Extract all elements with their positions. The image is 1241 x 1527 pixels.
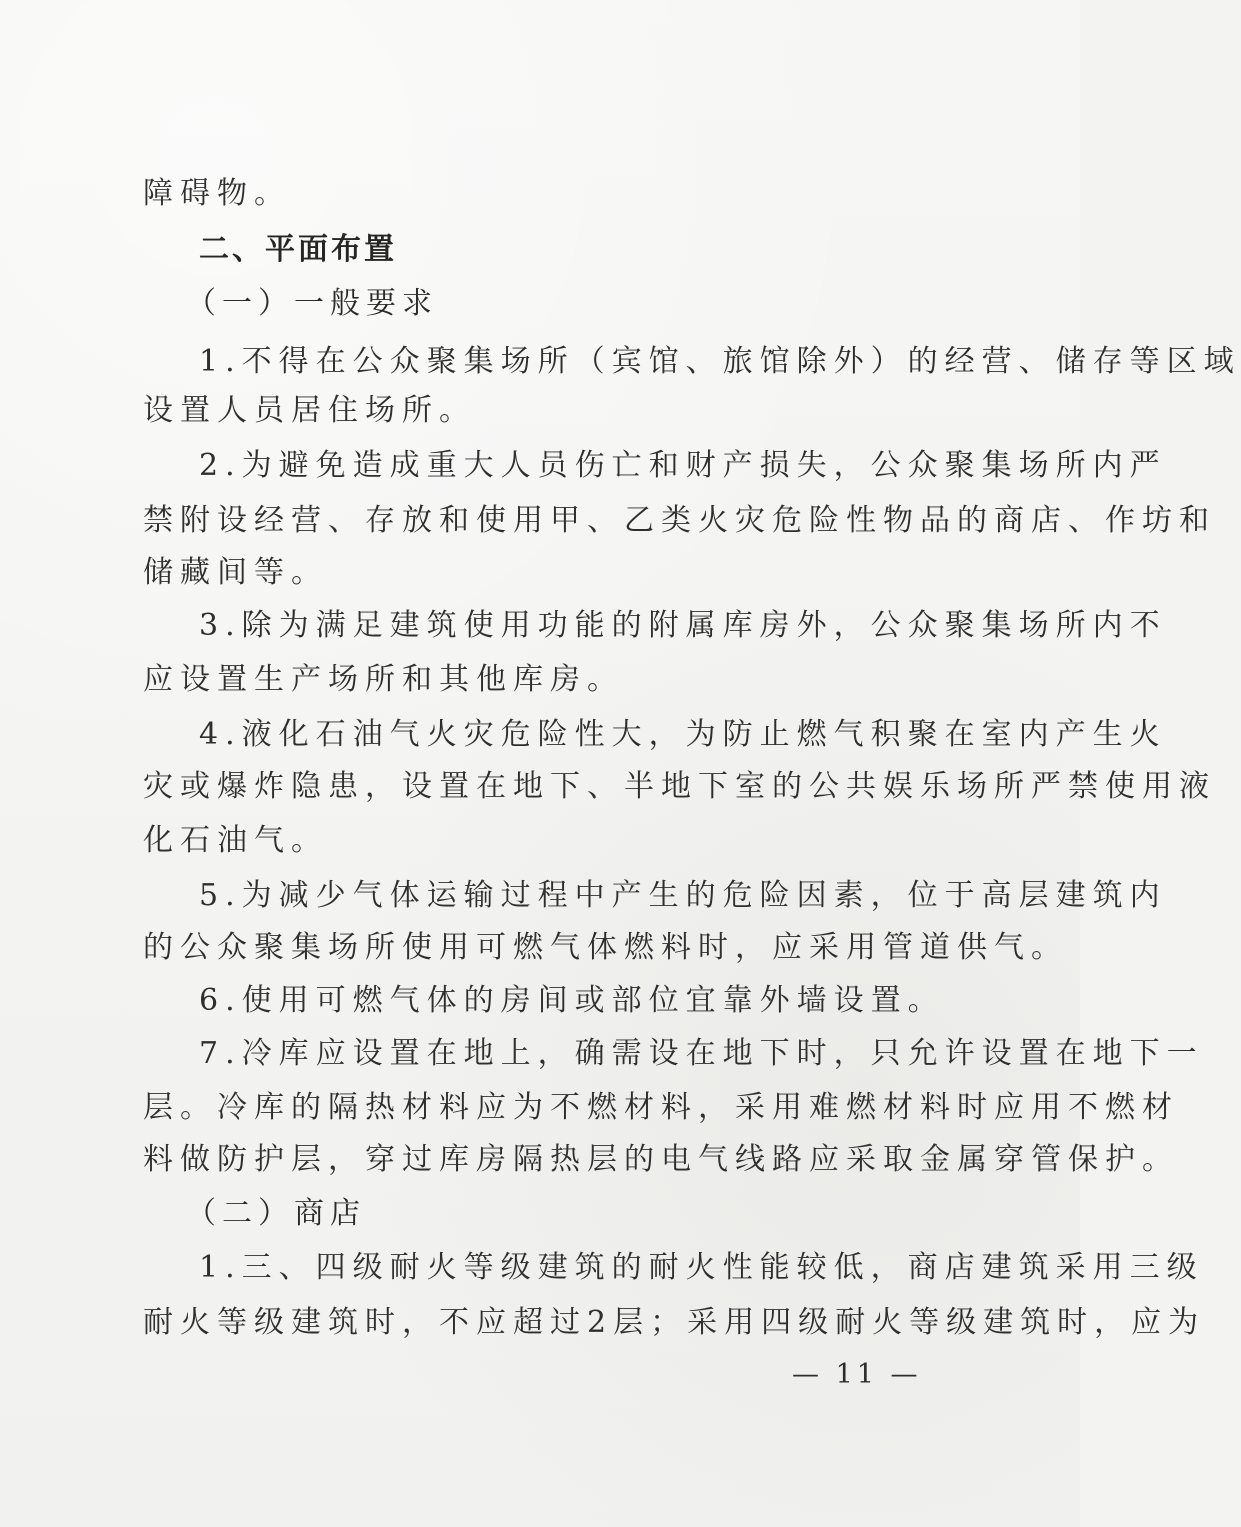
paragraph-4-line-3: 化石油气。 [143, 823, 328, 858]
paragraph-3-line-2: 应设置生产场所和其他库房。 [143, 662, 624, 697]
subsection-heading-stores: （二）商店 [186, 1196, 366, 1231]
section-heading: 二、平面布置 [199, 232, 397, 267]
paragraph-8-line-2: 耐火等级建筑时，不应超过2层；采用四级耐火等级建筑时，应为 [143, 1305, 1206, 1340]
paragraph-7-line-2: 层。冷库的隔热材料应为不燃材料，采用难燃材料时应用不燃材 [143, 1090, 1179, 1125]
paragraph-7-line-1: 7.冷库应设置在地上，确需设在地下时，只允许设置在地下一 [199, 1036, 1204, 1071]
paragraph-2-line-3: 储藏间等。 [143, 555, 328, 590]
paragraph-8-line-1: 1.三、四级耐火等级建筑的耐火性能较低，商店建筑采用三级 [199, 1250, 1204, 1285]
continued-text-line: 障碍物。 [143, 176, 291, 211]
paragraph-2-line-2: 禁附设经营、存放和使用甲、乙类火灾危险性物品的商店、作坊和 [143, 503, 1216, 538]
page-number: — 11 — [792, 1359, 922, 1390]
paragraph-1-line-1: 1.不得在公众聚集场所（宾馆、旅馆除外）的经营、储存等区域 [199, 344, 1241, 379]
paragraph-5-line-2: 的公众聚集场所使用可燃气体燃料时，应采用管道供气。 [143, 930, 1068, 965]
paragraph-3-line-1: 3.除为满足建筑使用功能的附属库房外，公众聚集场所内不 [199, 608, 1167, 643]
paragraph-5-line-1: 5.为减少气体运输过程中产生的危险因素，位于高层建筑内 [199, 878, 1167, 913]
paragraph-6-line-1: 6.使用可燃气体的房间或部位宜靠外墙设置。 [199, 983, 945, 1018]
paragraph-2-line-1: 2.为避免造成重大人员伤亡和财产损失，公众聚集场所内严 [199, 448, 1167, 483]
paragraph-4-line-2: 灾或爆炸隐患，设置在地下、半地下室的公共娱乐场所严禁使用液 [143, 769, 1216, 804]
subsection-heading-general-requirements: （一）一般要求 [186, 286, 438, 321]
paragraph-4-line-1: 4.液化石油气火灾危险性大，为防止燃气积聚在室内产生火 [199, 717, 1167, 752]
paragraph-1-line-2: 设置人员居住场所。 [143, 393, 476, 428]
paragraph-7-line-3: 料做防护层，穿过库房隔热层的电气线路应采取金属穿管保护。 [143, 1142, 1179, 1177]
